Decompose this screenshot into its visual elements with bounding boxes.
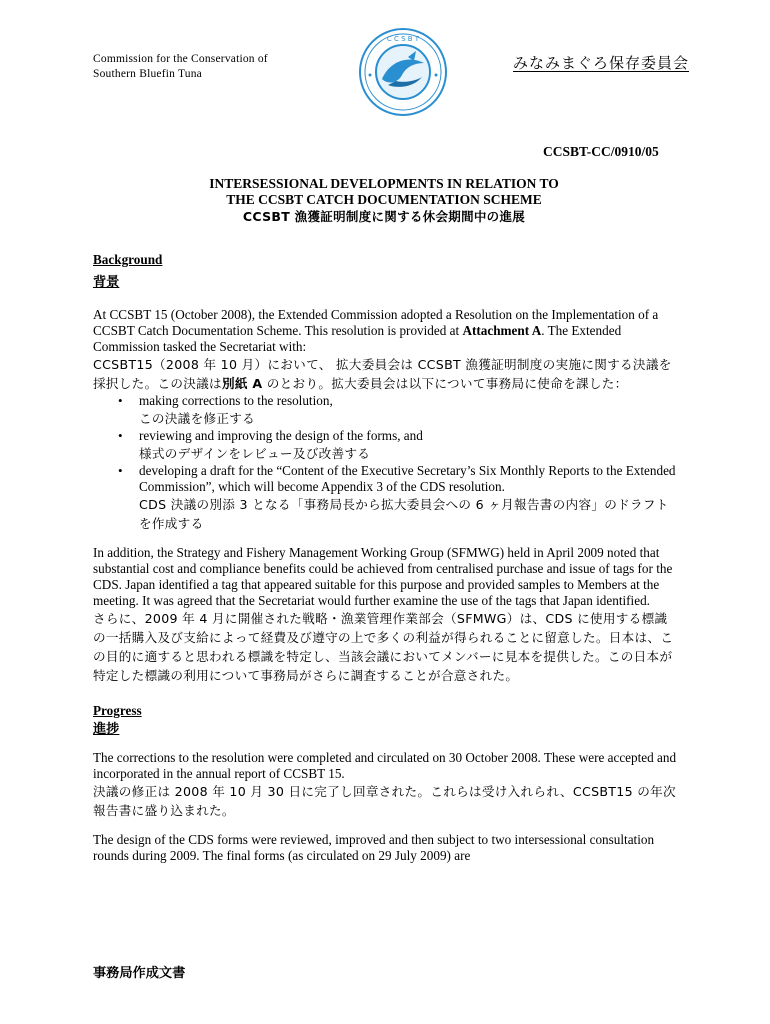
org-name-line1: Commission for the Conservation of [93,53,268,65]
attachment-a-ref-jp: 別紙 A [221,376,263,391]
list-item [93,428,679,463]
document-title [93,176,675,226]
list-item [93,393,679,428]
para-text: のとおり。拡大委員会は以下について事務局に使命を課した： [262,376,628,391]
list-item-jp: CDS 決議の別添 3 となる「事務局長から拡大委員会への 6 ヶ月報告書の内容」のドラフトを作成する [139,497,669,531]
bullet-icon: • [118,393,123,408]
task-list [93,393,679,533]
background-paragraph-jp [93,355,679,393]
progress-heading-jp: 進捗 [93,722,120,737]
background-paragraph-en [93,307,679,355]
progress-paragraph1-jp: 決議の修正は 2008 年 10 月 30 日に完了し回章された。これらは受け入れられ、CCSBT15 の年次報告書に盛り込まれた。 [93,784,676,818]
document-number: CCSBT-CC/0910/05 [543,144,659,159]
sfmwg-paragraph-en: In addition, the Strategy and Fishery Management Working Group (SFMWG) held in April 2009 noted that substantial cost and compliance benefits could be achieved from centralised purchase and issue of tags for the CDS. Japan identified a tag that appeared suitable for this purpose and provided samples to Members at the meeting. It was agreed that the Secretariat would further examine the use of the tags that Japan identified. [93,545,673,608]
logo-text: C C S B T [386,35,420,43]
para-text: At CCSBT 15 (October 2008), the Extended Commission adopted a Resolution on the Implementation of a CCSBT Catch Documentation Scheme. This resolution is provided at [93,307,659,338]
ccsbt-logo-icon [358,27,448,117]
bullet-icon: • [118,428,123,443]
title-line3-jp: CCSBT 漁獲証明制度に関する休会期間中の進展 [242,209,526,224]
organization-name-jp: みなみまぐろ保存委員会 [513,54,690,72]
list-item-en: developing a draft for the “Content of the Executive Secretary’s Six Monthly Reports to the Extended Commission”, which will become Appendix 3 of the CDS resolution. [139,463,676,494]
list-item-jp: この決議を修正する [139,411,256,426]
bullet-icon: • [118,463,123,478]
progress-paragraph1-en: The corrections to the resolution were completed and circulated on 30 October 2008. These were accepted and incorporated in the annual report of CCSBT 15. [93,750,677,781]
document-body [93,252,679,864]
list-item-en: making corrections to the resolution, [139,393,333,408]
para-text: . The Extended Commission tasked the Secretariat with: [93,323,622,354]
list-item-jp: 様式のデザインをレビュー及び改善する [139,446,371,461]
organization-name-en [93,52,268,82]
list-item [93,463,679,533]
org-name-line2: Southern Bluefin Tuna [93,68,202,80]
para-text: CCSBT15（2008 年 10 月）において、 拡大委員会は CCSBT 漁獲証明制度の実施に関する決議を採択した。この決議は [93,357,672,391]
attachment-a-ref: Attachment A [462,323,542,338]
background-heading-jp: 背景 [93,275,120,290]
sfmwg-paragraph-jp: さらに、2009 年 4 月に開催された戦略・漁業管理作業部会（SFMWG）は、CDS に使用する標識の一括購入及び支給によって経費及び遵守の上で多くの利益が得られることに留意した。日本は、この目的に適すると思われる標識を特定し、当該会議においてメンバーに見本を提供した。この日本が特定した標識の利用について事務局がさらに調査することが合意された。 [93,611,674,683]
title-line1: INTERSESSIONAL DEVELOPMENTS IN RELATION TO [209,176,559,191]
title-line2: THE CCSBT CATCH DOCUMENTATION SCHEME [226,191,542,207]
background-heading-en: Background [93,252,163,267]
footer-secretariat-note: 事務局作成文書 [93,966,186,981]
progress-paragraph2-en: The design of the CDS forms were reviewed, improved and then subject to two intersessional consultation rounds during 2009. The final forms (as circulated on 29 July 2009) are [93,832,655,863]
progress-heading-en: Progress [93,703,142,718]
list-item-en: reviewing and improving the design of the forms, and [139,428,423,443]
